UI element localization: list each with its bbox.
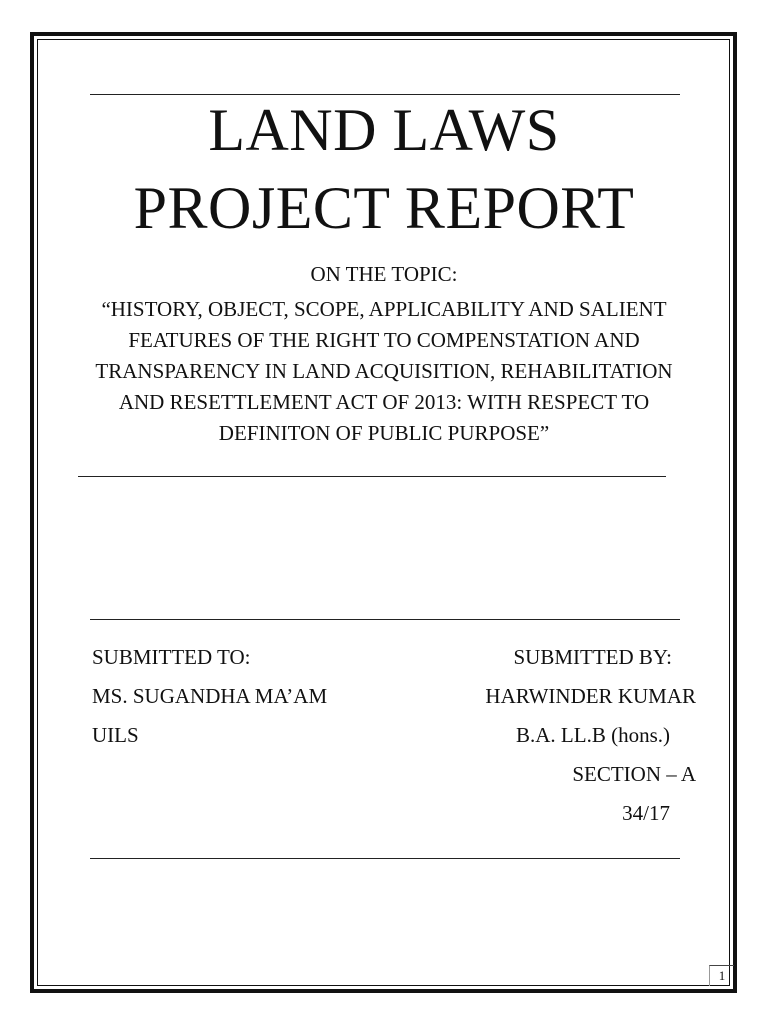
submitted-by-label: SUBMITTED BY: bbox=[513, 645, 672, 669]
submitted-by-name: HARWINDER KUMAR bbox=[485, 684, 696, 708]
submitted-to-institution: UILS bbox=[92, 723, 139, 747]
submitted-to-name: MS. SUGANDHA MA’AM bbox=[92, 684, 328, 708]
page-number: 1 bbox=[709, 965, 734, 986]
submitted-by-block bbox=[485, 638, 696, 833]
title-line-2: PROJECT REPORT bbox=[133, 175, 635, 241]
title-line-1: LAND LAWS bbox=[208, 97, 560, 163]
submitted-by-section: SECTION – A bbox=[572, 762, 696, 786]
divider-before-submission bbox=[90, 619, 680, 620]
divider-after-topic bbox=[78, 476, 666, 477]
submitted-by-roll: 34/17 bbox=[622, 801, 670, 825]
topic-text: “HISTORY, OBJECT, SCOPE, APPLICABILITY AND SALIENT FEATURES OF THE RIGHT TO COMPENSTATION AND TRANSPARENCY IN LAND ACQUISITION, REHABILITATION AND RESETTLEMENT ACT OF 2013: WITH RESPECT TO DEFINITON OF PUBLIC PURPOSE” bbox=[95, 297, 673, 445]
divider-bottom bbox=[90, 858, 680, 859]
submitted-to-block bbox=[92, 638, 327, 755]
topic-label: ON THE TOPIC: bbox=[310, 262, 458, 286]
submitted-by-course: B.A. LL.B (hons.) bbox=[516, 723, 670, 747]
submitted-to-label: SUBMITTED TO: bbox=[92, 645, 251, 669]
